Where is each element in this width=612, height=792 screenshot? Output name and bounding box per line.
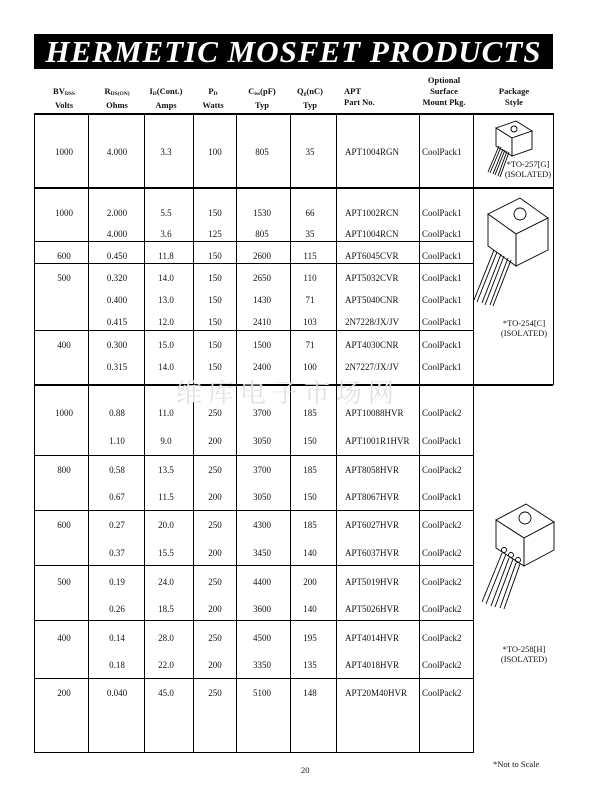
cell-id: 45.0 xyxy=(158,688,174,698)
row-rule xyxy=(34,510,473,511)
cell-pd: 150 xyxy=(208,208,222,218)
cell-part: APT4014HVR xyxy=(345,633,400,643)
cell-pd: 200 xyxy=(208,436,222,446)
cell-qg: 110 xyxy=(303,273,317,283)
header-line: Package xyxy=(498,86,530,96)
cell-mount: CoolPack2 xyxy=(422,577,462,587)
cell-ciss: 2650 xyxy=(253,273,271,283)
cell-id: 11.0 xyxy=(158,408,174,418)
row-rule xyxy=(34,113,553,115)
cell-part: 2N7227/JX/JV xyxy=(345,362,400,372)
cell-ciss: 3050 xyxy=(253,436,271,446)
cell-id: 12.0 xyxy=(158,317,174,327)
cell-ciss: 3700 xyxy=(253,408,271,418)
header-line: APT xyxy=(344,86,361,96)
column-rule xyxy=(144,113,145,753)
package-label-to254 xyxy=(501,318,547,338)
cell-part: APT4018HVR xyxy=(345,660,400,670)
cell-mount: CoolPack2 xyxy=(422,408,462,418)
cell-qg: 71 xyxy=(305,340,315,350)
cell-part: APT8058HVR xyxy=(345,465,400,475)
header-line: $Q_g(nC)$ xyxy=(297,86,323,97)
cell-part: APT1002RCN xyxy=(345,208,399,218)
cell-ciss: 2400 xyxy=(253,362,271,372)
cell-ciss: 3450 xyxy=(253,548,271,558)
cell-id: 24.0 xyxy=(158,577,174,587)
cell-part: APT8067HVR xyxy=(345,492,400,502)
cell-bv: 800 xyxy=(57,465,71,475)
cell-qg: 115 xyxy=(303,251,317,261)
cell-ciss: 1530 xyxy=(253,208,271,218)
cell-id: 13.5 xyxy=(158,465,174,475)
cell-mount: CoolPack1 xyxy=(422,295,462,305)
cell-qg: 35 xyxy=(305,229,315,239)
cell-qg: 103 xyxy=(303,317,317,327)
cell-pd: 150 xyxy=(208,362,222,372)
cell-r: 2.000 xyxy=(106,208,128,218)
cell-ciss: 4400 xyxy=(253,577,271,587)
cell-r: 0.040 xyxy=(106,688,128,698)
cell-pd: 250 xyxy=(208,465,222,475)
cell-r: 0.19 xyxy=(109,577,125,587)
column-header xyxy=(202,86,223,111)
cell-bv: 1000 xyxy=(55,408,73,418)
header-line: $I_D(Cont.)$ xyxy=(149,86,183,97)
header-line: Volts xyxy=(54,100,74,110)
package-note: (ISOLATED) xyxy=(504,169,552,179)
cell-r: 4.000 xyxy=(106,229,128,239)
row-rule xyxy=(34,565,473,566)
cell-r: 0.315 xyxy=(106,362,128,372)
cell-id: 22.0 xyxy=(158,660,174,670)
cell-ciss: 2600 xyxy=(253,251,271,261)
cell-part: APT5019HVR xyxy=(345,577,400,587)
cell-mount: CoolPack2 xyxy=(422,688,462,698)
cell-pd: 150 xyxy=(208,251,222,261)
cell-part: APT20M40HVR xyxy=(345,688,408,698)
cell-id: 3.3 xyxy=(160,147,172,157)
cell-qg: 185 xyxy=(303,520,317,530)
package-label-to258 xyxy=(501,644,547,664)
header-line: Optional xyxy=(427,75,461,85)
cell-bv: 600 xyxy=(57,251,71,261)
cell-mount: CoolPack1 xyxy=(422,251,462,261)
cell-part: APT1004RCN xyxy=(345,229,399,239)
column-header xyxy=(53,86,75,111)
row-rule xyxy=(34,752,473,753)
row-rule xyxy=(34,241,473,242)
cell-id: 28.0 xyxy=(158,633,174,643)
cell-qg: 35 xyxy=(305,147,315,157)
cell-r: 0.37 xyxy=(109,548,125,558)
cell-bv: 1000 xyxy=(55,208,73,218)
cell-bv: 400 xyxy=(57,633,71,643)
cell-mount: CoolPack1 xyxy=(422,340,462,350)
cell-part: APT5026HVR xyxy=(345,604,400,614)
package-name: *TO-258[H] xyxy=(502,644,546,654)
cell-qg: 148 xyxy=(303,688,317,698)
cell-ciss: 4500 xyxy=(253,633,271,643)
cell-bv: 500 xyxy=(57,273,71,283)
cell-ciss: 805 xyxy=(255,147,269,157)
cell-part: APT6045CVR xyxy=(345,251,399,261)
cell-pd: 150 xyxy=(208,273,222,283)
cell-id: 14.0 xyxy=(158,362,174,372)
cell-mount: CoolPack1 xyxy=(422,436,462,446)
cell-qg: 135 xyxy=(303,660,317,670)
cell-r: 0.300 xyxy=(106,340,128,350)
cell-id: 11.8 xyxy=(158,251,174,261)
column-rule xyxy=(34,113,35,753)
cell-pd: 250 xyxy=(208,688,222,698)
row-rule xyxy=(34,263,473,264)
watermark: 维库电子市场网 xyxy=(176,379,401,408)
cell-bv: 200 xyxy=(57,688,71,698)
column-rule xyxy=(290,113,291,753)
cell-r: 1.10 xyxy=(109,436,125,446)
cell-qg: 140 xyxy=(303,548,317,558)
column-header xyxy=(149,86,182,111)
footnote: *Not to Scale xyxy=(493,759,540,769)
cell-mount: CoolPack1 xyxy=(422,229,462,239)
package-name: *TO-254[C] xyxy=(502,318,546,328)
cell-id: 13.0 xyxy=(158,295,174,305)
package-name: *TO-257[G] xyxy=(506,159,550,169)
cell-ciss: 2410 xyxy=(253,317,271,327)
header-line: Watts xyxy=(202,100,224,110)
cell-r: 0.415 xyxy=(106,317,128,327)
cell-ciss: 3350 xyxy=(253,660,271,670)
column-header xyxy=(248,86,276,111)
cell-ciss: 3050 xyxy=(253,492,271,502)
header-line: $BV_{DSS}$ xyxy=(53,86,75,97)
cell-id: 15.5 xyxy=(158,548,174,558)
cell-part: APT5032CVR xyxy=(345,273,399,283)
cell-qg: 140 xyxy=(303,604,317,614)
header-line: $R_{DS(ON)}$ xyxy=(104,86,130,97)
cell-id: 11.5 xyxy=(158,492,174,502)
cell-ciss: 3600 xyxy=(253,604,271,614)
cell-r: 0.320 xyxy=(106,273,128,283)
row-rule xyxy=(34,620,473,621)
package-note: (ISOLATED) xyxy=(500,654,548,664)
column-rule xyxy=(236,113,237,753)
column-rule xyxy=(88,113,89,753)
cell-id: 9.0 xyxy=(160,436,172,446)
cell-id: 18.5 xyxy=(158,604,174,614)
cell-mount: CoolPack2 xyxy=(422,465,462,475)
cell-pd: 250 xyxy=(208,577,222,587)
cell-id: 3.6 xyxy=(160,229,172,239)
cell-mount: CoolPack2 xyxy=(422,633,462,643)
header-line: Part No. xyxy=(344,97,375,107)
cell-mount: CoolPack2 xyxy=(422,604,462,614)
column-rule xyxy=(193,113,194,753)
to258-package-icon xyxy=(478,498,556,610)
header-line: Style xyxy=(505,97,523,107)
cell-qg: 185 xyxy=(303,408,317,418)
cell-mount: CoolPack1 xyxy=(422,273,462,283)
page-number: 20 xyxy=(301,765,310,775)
cell-r: 0.14 xyxy=(109,633,125,643)
cell-id: 14.0 xyxy=(158,273,174,283)
cell-ciss: 4300 xyxy=(253,520,271,530)
cell-mount: CoolPack1 xyxy=(422,317,462,327)
cell-pd: 125 xyxy=(208,229,222,239)
header-line: $C_{iss}(pF)$ xyxy=(248,86,276,97)
cell-pd: 100 xyxy=(208,147,222,157)
header-line: $P_D$ xyxy=(208,86,218,97)
package-label-to257 xyxy=(505,159,551,179)
cell-pd: 200 xyxy=(208,604,222,614)
column-header xyxy=(297,86,323,111)
cell-r: 0.58 xyxy=(109,465,125,475)
cell-mount: CoolPack1 xyxy=(422,147,462,157)
column-header xyxy=(423,75,466,108)
cell-r: 0.27 xyxy=(109,520,125,530)
header-line: Typ xyxy=(254,100,270,110)
cell-id: 20.0 xyxy=(158,520,174,530)
cell-qg: 71 xyxy=(305,295,315,305)
header-line: Ohms xyxy=(106,100,128,110)
to254-package-icon xyxy=(468,192,554,308)
cell-mount: CoolPack2 xyxy=(422,520,462,530)
cell-part: APT4030CNR xyxy=(345,340,399,350)
row-rule xyxy=(34,678,473,679)
cell-qg: 100 xyxy=(303,362,317,372)
cell-ciss: 3700 xyxy=(253,465,271,475)
cell-pd: 250 xyxy=(208,633,222,643)
cell-qg: 150 xyxy=(303,492,317,502)
cell-part: APT10088HVR xyxy=(345,408,404,418)
cell-part: APT1001R1HVR xyxy=(345,436,410,446)
column-rule xyxy=(419,113,420,753)
row-rule xyxy=(34,330,473,331)
cell-qg: 185 xyxy=(303,465,317,475)
cell-bv: 400 xyxy=(57,340,71,350)
cell-part: APT1004RGN xyxy=(345,147,400,157)
cell-bv: 600 xyxy=(57,520,71,530)
column-rule xyxy=(336,113,337,753)
package-note: (ISOLATED) xyxy=(500,328,548,338)
header-line: Surface xyxy=(430,86,458,96)
cell-r: 0.450 xyxy=(106,251,128,261)
cell-pd: 250 xyxy=(208,408,222,418)
row-rule xyxy=(34,187,553,189)
cell-pd: 200 xyxy=(208,492,222,502)
cell-pd: 200 xyxy=(208,660,222,670)
title-banner xyxy=(34,34,553,69)
cell-qg: 195 xyxy=(303,633,317,643)
cell-ciss: 1500 xyxy=(253,340,271,350)
cell-r: 0.26 xyxy=(109,604,125,614)
cell-pd: 150 xyxy=(208,340,222,350)
column-header xyxy=(344,86,375,108)
cell-bv: 500 xyxy=(57,577,71,587)
cell-bv: 1000 xyxy=(55,147,73,157)
cell-pd: 250 xyxy=(208,520,222,530)
cell-ciss: 1430 xyxy=(253,295,271,305)
row-rule xyxy=(34,455,473,456)
cell-pd: 150 xyxy=(208,317,222,327)
cell-r: 0.88 xyxy=(109,408,125,418)
cell-mount: CoolPack2 xyxy=(422,660,462,670)
cell-mount: CoolPack1 xyxy=(422,362,462,372)
cell-id: 15.0 xyxy=(158,340,174,350)
column-header xyxy=(104,86,129,111)
cell-qg: 66 xyxy=(305,208,315,218)
cell-r: 0.18 xyxy=(109,660,125,670)
cell-ciss: 805 xyxy=(255,229,269,239)
cell-r: 0.400 xyxy=(106,295,128,305)
header-line: Typ xyxy=(302,100,318,110)
cell-mount: CoolPack2 xyxy=(422,548,462,558)
cell-ciss: 5100 xyxy=(253,688,271,698)
cell-part: APT6027HVR xyxy=(345,520,400,530)
cell-id: 5.5 xyxy=(160,208,172,218)
column-header xyxy=(499,86,529,108)
cell-pd: 200 xyxy=(208,548,222,558)
cell-part: APT5040CNR xyxy=(345,295,399,305)
header-line: Amps xyxy=(155,100,177,110)
cell-mount: CoolPack1 xyxy=(422,492,462,502)
cell-qg: 200 xyxy=(303,577,317,587)
cell-mount: CoolPack1 xyxy=(422,208,462,218)
page-title: HERMETIC MOSFET PRODUCTS xyxy=(45,34,542,69)
cell-part: 2N7228/JX/JV xyxy=(345,317,400,327)
cell-qg: 150 xyxy=(303,436,317,446)
cell-part: APT6037HVR xyxy=(345,548,400,558)
cell-r: 4.000 xyxy=(106,147,128,157)
header-line: Mount Pkg. xyxy=(422,97,466,107)
cell-r: 0.67 xyxy=(109,492,125,502)
cell-pd: 150 xyxy=(208,295,222,305)
